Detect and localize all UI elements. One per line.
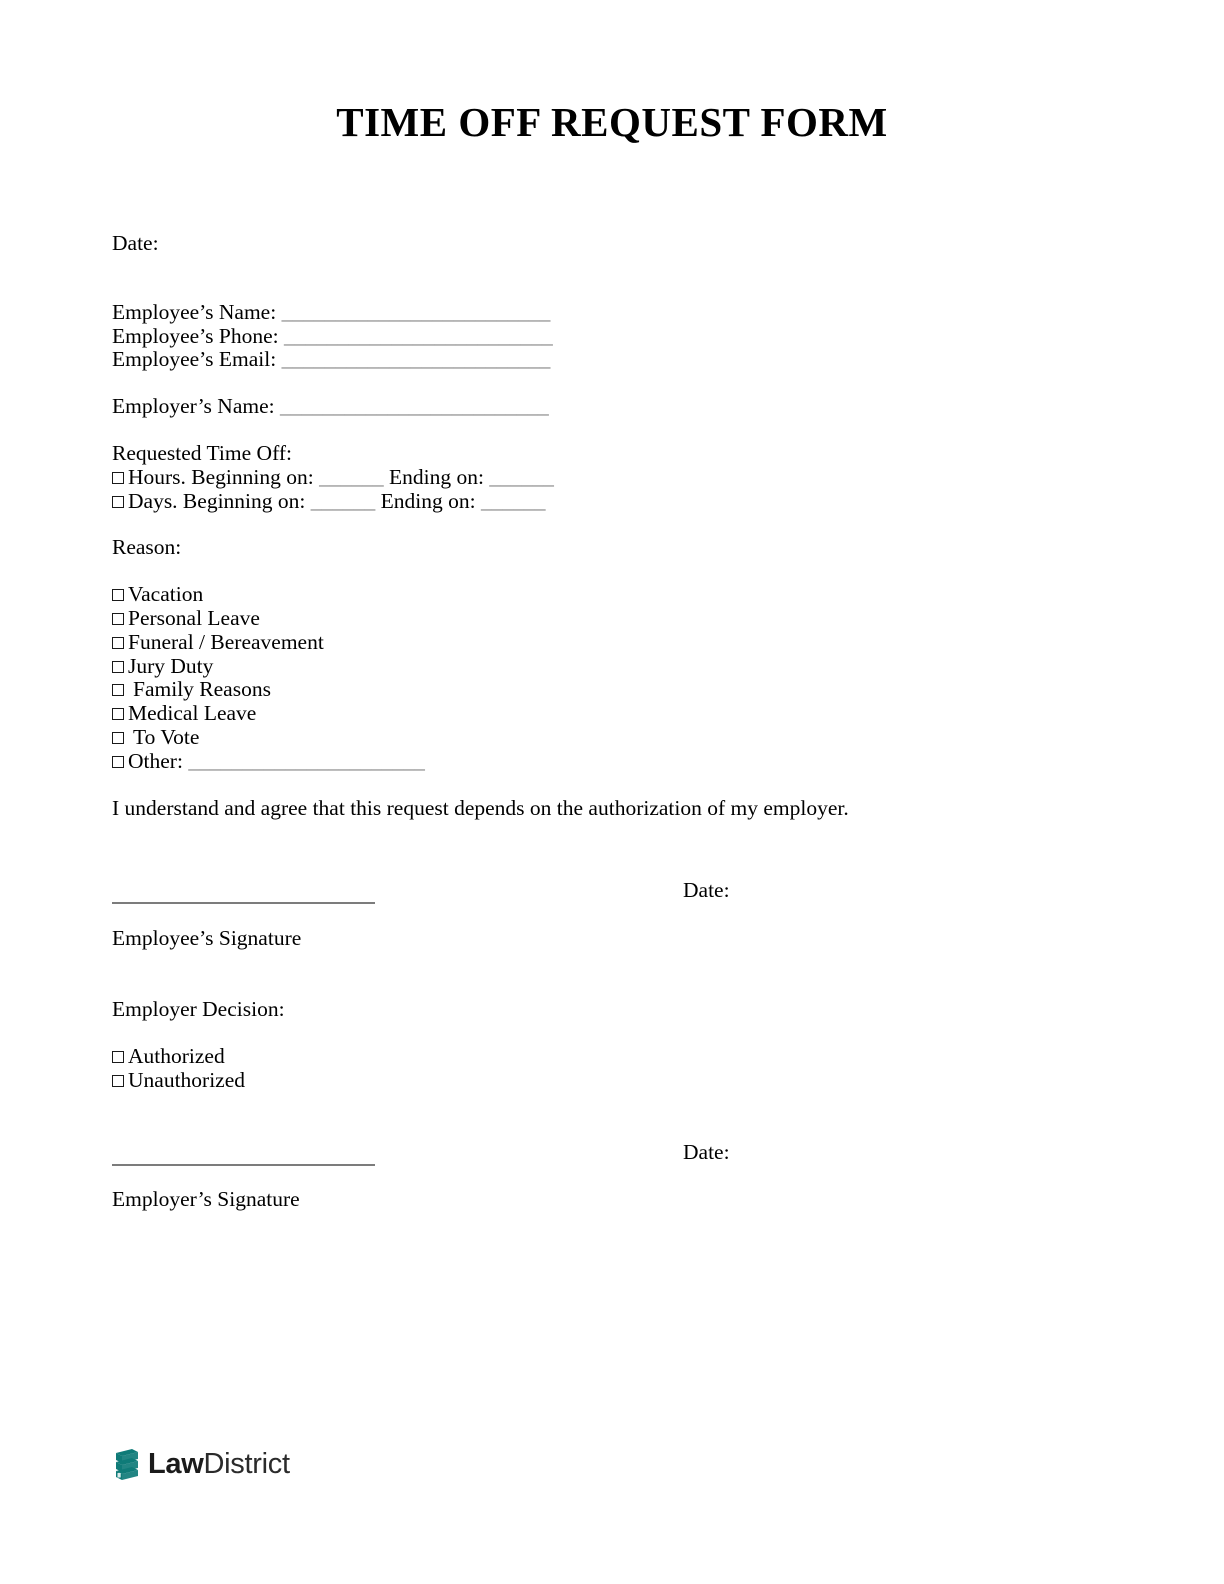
employee-email-input[interactable]: _________________________ bbox=[281, 347, 551, 372]
decision-option-unauthorized[interactable] bbox=[112, 1068, 245, 1093]
days-label: Days. Beginning on: bbox=[128, 488, 311, 513]
employee-email-label: Employee’s Email: bbox=[112, 347, 282, 372]
days-ending-label: Ending on: bbox=[375, 488, 481, 513]
employer-decision-heading: Employer Decision: bbox=[112, 997, 285, 1021]
reason-option-family-reasons[interactable] bbox=[112, 678, 1112, 702]
employee-name-row bbox=[112, 301, 1112, 325]
other-label: Other: bbox=[128, 748, 189, 773]
employer-name-input[interactable]: _________________________ bbox=[279, 394, 549, 419]
checkbox-personal-leave-icon[interactable] bbox=[112, 613, 124, 625]
reason-label: Personal Leave bbox=[128, 605, 260, 630]
reason-option-funeral-bereavement[interactable] bbox=[112, 631, 1112, 655]
hours-end-input[interactable]: ______ bbox=[489, 464, 554, 489]
reason-label: Funeral / Bereavement bbox=[128, 629, 324, 654]
checkbox-family-reasons-icon[interactable] bbox=[112, 684, 124, 696]
reason-label: To Vote bbox=[133, 724, 200, 749]
employee-phone-row bbox=[112, 325, 1112, 349]
logo-district-text: District bbox=[203, 1448, 290, 1480]
checkbox-hours-icon[interactable] bbox=[112, 472, 124, 484]
employee-phone-input[interactable]: _________________________ bbox=[283, 323, 553, 348]
employer-signature-caption: Employer’s Signature bbox=[112, 1187, 300, 1211]
date-label: Date: bbox=[112, 231, 159, 255]
days-end-input[interactable]: ______ bbox=[480, 488, 546, 513]
hours-ending-label: Ending on: bbox=[383, 464, 490, 489]
checkbox-to-vote-icon[interactable] bbox=[112, 732, 124, 744]
requested-time-off-heading: Requested Time Off: bbox=[112, 440, 292, 465]
checkbox-jury-duty-icon[interactable] bbox=[112, 661, 124, 673]
reason-option-to-vote[interactable] bbox=[112, 726, 1112, 750]
requested-days-row bbox=[112, 490, 1112, 514]
checkbox-medical-leave-icon[interactable] bbox=[112, 708, 124, 720]
reason-label: Family Reasons bbox=[133, 677, 271, 702]
checkbox-other-icon[interactable] bbox=[112, 756, 124, 768]
employee-phone-label: Employee’s Phone: bbox=[112, 323, 284, 348]
employee-signature-line[interactable] bbox=[112, 902, 375, 904]
agreement-statement: I understand and agree that this request depends on the authorization of my employer. bbox=[112, 795, 849, 820]
decision-option-authorized[interactable] bbox=[112, 1044, 225, 1069]
employee-email-row bbox=[112, 348, 1112, 372]
employer-name-label: Employer’s Name: bbox=[112, 394, 280, 419]
decision-label: Authorized bbox=[128, 1044, 225, 1068]
reason-option-jury-duty[interactable] bbox=[112, 655, 1112, 679]
checkbox-authorized-icon[interactable] bbox=[112, 1051, 124, 1063]
page-title: TIME OFF REQUEST FORM bbox=[336, 99, 888, 145]
employer-signature-date-label: Date: bbox=[683, 1140, 730, 1164]
employee-name-input[interactable]: _________________________ bbox=[281, 299, 551, 324]
employer-signature-line[interactable] bbox=[112, 1164, 375, 1166]
days-begin-input[interactable]: ______ bbox=[310, 488, 376, 513]
employee-signature-caption: Employee’s Signature bbox=[112, 926, 302, 950]
employee-name-label: Employee’s Name: bbox=[112, 299, 282, 324]
reason-label: Jury Duty bbox=[128, 653, 214, 678]
reason-option-personal-leave[interactable] bbox=[112, 607, 1112, 631]
lawdistrict-logo[interactable] bbox=[113, 1448, 290, 1481]
reason-option-medical-leave[interactable] bbox=[112, 702, 1112, 726]
reason-heading: Reason: bbox=[112, 535, 182, 560]
checkbox-days-icon[interactable] bbox=[112, 496, 124, 508]
hours-begin-input[interactable]: ______ bbox=[319, 464, 384, 489]
reason-label: Medical Leave bbox=[128, 701, 257, 726]
reason-label: Vacation bbox=[128, 582, 204, 607]
employee-signature-date-label: Date: bbox=[683, 878, 730, 902]
decision-label: Unauthorized bbox=[128, 1068, 246, 1092]
hours-label: Hours. Beginning on: bbox=[128, 464, 320, 489]
form-body bbox=[112, 232, 1112, 820]
checkbox-funeral-bereavement-icon[interactable] bbox=[112, 637, 124, 649]
employer-name-row bbox=[112, 395, 1112, 419]
reason-option-other[interactable] bbox=[112, 750, 1112, 774]
logo-law-text: Law bbox=[148, 1448, 204, 1480]
reason-option-vacation[interactable] bbox=[112, 583, 1112, 607]
requested-hours-row bbox=[112, 466, 1112, 490]
other-input[interactable]: ______________________ bbox=[188, 748, 425, 773]
checkbox-unauthorized-icon[interactable] bbox=[112, 1075, 124, 1087]
lawdistrict-wordmark bbox=[148, 1450, 290, 1479]
checkbox-vacation-icon[interactable] bbox=[112, 589, 124, 601]
lawdistrict-mark-icon bbox=[113, 1448, 141, 1481]
